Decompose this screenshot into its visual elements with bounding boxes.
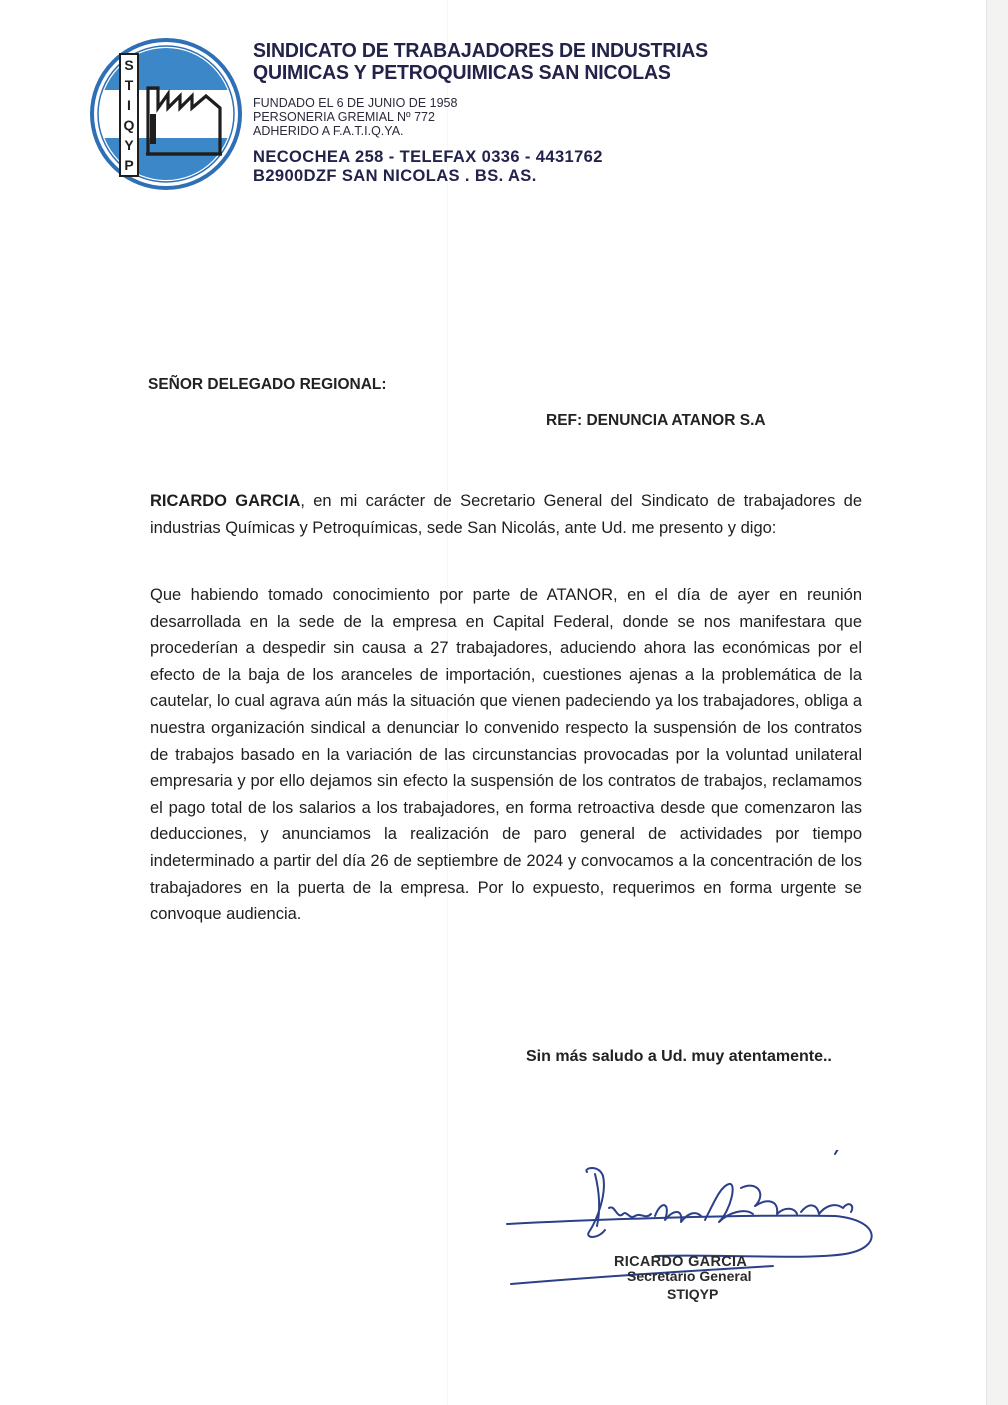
logo-letter-s: S xyxy=(124,57,134,73)
sender-name: RICARDO GARCIA xyxy=(150,492,301,510)
union-logo xyxy=(88,36,244,192)
logo-letter-i: I xyxy=(127,97,131,113)
organization-address xyxy=(253,148,603,186)
affiliation: ADHERIDO A F.A.T.I.Q.YA. xyxy=(253,124,404,138)
signatory-role: Secretario General xyxy=(627,1268,752,1284)
signatory-organization: STIQYP xyxy=(667,1286,719,1302)
organization-name-line1: SINDICATO DE TRABAJADORES DE INDUSTRIAS xyxy=(253,39,708,62)
founded-date: FUNDADO EL 6 DE JUNIO DE 1958 xyxy=(253,96,458,110)
logo-letter-p: P xyxy=(124,157,134,173)
address-street-phone: NECOCHEA 258 - TELEFAX 0336 - 4431762 xyxy=(253,148,603,166)
logo-letter-t: T xyxy=(124,77,134,93)
closing-line: Sin más saludo a Ud. muy atentamente.. xyxy=(526,1048,832,1065)
paragraph-introduction xyxy=(150,488,862,541)
organization-name xyxy=(253,40,708,84)
personeria-gremial: PERSONERIA GREMIAL Nº 772 xyxy=(253,110,435,124)
signatory-name: RICARDO GARCIA xyxy=(614,1254,748,1270)
address-postal-city: B2900DZF SAN NICOLAS . BS. AS. xyxy=(253,167,537,185)
paragraph-complaint: Que habiendo tomado conocimiento por parte de ATANOR, en el día de ayer en reunión desarrollada en la sede de la empresa en Capital Federal, donde se nos manifestara que procederían a despedir sin causa a 27 trabajadores, aduciendo ahora las económicas por el efecto de la baja de los aranceles de importación, cuestiones ajenas a la problemática de la cautelar, lo cual agrava aún más la situación que vienen padeciendo ya los trabajadores, obliga a nuestra organización sindical a denunciar lo convenido respecto la suspensión de los contratos de trabajos basado en la variación de las circunstancias provocadas por la voluntad unilateral empresaria y por ello dejamos sin efecto la suspensión de los contratos de trabajos, reclamamos el pago total de los salarios a los trabajadores, en forma retroactiva desde que comenzaron las deducciones, y anunciamos la realización de paro general de actividades por tiempo indeterminado a partir del día 26 de septiembre de 2024 y convocamos a la concentración de los trabajadores en la puerta de la empresa. Por lo expuesto, requerimos en forma urgente se convoque audiencia. xyxy=(150,586,862,924)
introduction-text: , en mi carácter de Secretario General del Sindicato de trabajadores de industrias Químicas y Petroquímicas, sede San Nicolás, ante Ud. me presento y digo: xyxy=(150,492,862,537)
logo-letter-y: Y xyxy=(124,137,134,153)
reference-line: REF: DENUNCIA ATANOR S.A xyxy=(546,412,766,429)
organization-details xyxy=(253,96,457,138)
organization-name-line2: QUIMICAS Y PETROQUIMICAS SAN NICOLAS xyxy=(253,61,671,84)
logo-letter-q: Q xyxy=(123,117,135,133)
recipient-line: SEÑOR DELEGADO REGIONAL: xyxy=(148,376,387,393)
